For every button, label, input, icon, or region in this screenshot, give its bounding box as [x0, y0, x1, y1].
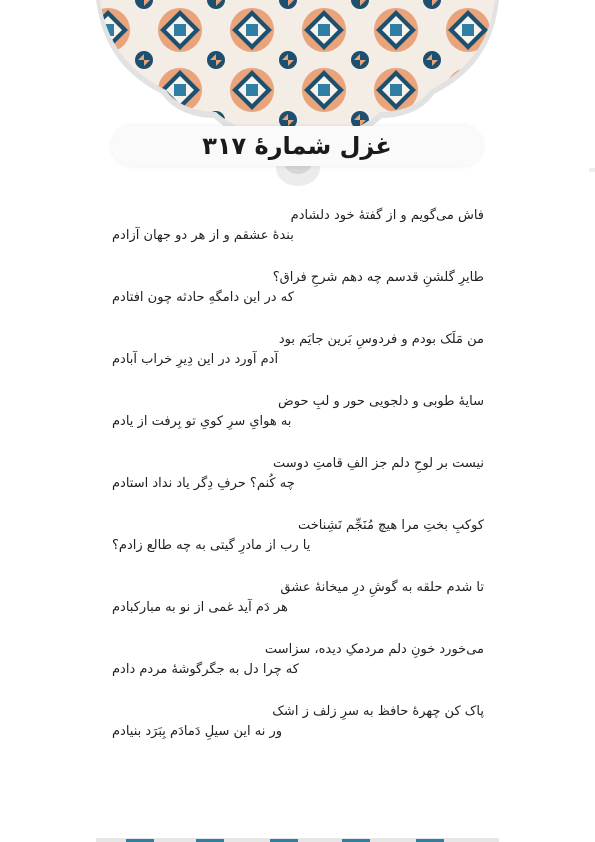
hemistich-first: تا شدم حلقه به گوشِ درِ میخانهٔ عشق: [280, 580, 484, 595]
hemistich-second: یا رب از مادرِ گیتی به چه طالع زادم؟: [112, 538, 311, 553]
hemistich-first: می‌خورد خونِ دلم مردمکِ دیده، سزاست: [264, 642, 484, 657]
page-edge-marker: [589, 168, 595, 172]
hemistich-first: من مَلَک بودم و فردوسِ بَرین جایَم بود: [278, 332, 484, 347]
hemistich-first: فاش می‌گویم و از گفتهٔ خود دلشادم: [290, 208, 484, 223]
hemistich-second: که در این دامگهِ حادثه چون افتادم: [112, 290, 294, 305]
poem-title: غزل شمارهٔ ۳۱۷: [202, 132, 392, 160]
hemistich-first: سایهٔ طوبی و دلجویی حور و لبِ حوض: [278, 394, 484, 409]
couplet: [112, 702, 484, 764]
hemistich-first: پاک کن چهرهٔ حافظ به سرِ زلف ز اشک: [272, 704, 484, 719]
couplet: [112, 516, 484, 578]
couplet: [112, 330, 484, 392]
hemistich-second: هر دَم آید غمی از نو به مبارکبادم: [112, 600, 288, 615]
hemistich-first: نیست بر لوحِ دلم جز الفِ قامتِ دوست: [273, 456, 484, 471]
couplet: [112, 268, 484, 330]
header-ornament: [0, 0, 595, 200]
hemistich-second: که چرا دل به جگرگوشهٔ مردم دادم: [112, 662, 299, 677]
couplet: [112, 206, 484, 268]
hemistich-second: ور نه این سیلِ دَمادَم بِبَرَد بنیادم: [112, 724, 283, 739]
couplet: [112, 392, 484, 454]
hemistich-second: به هوایِ سرِ کویِ تو بِرفت از یادم: [112, 414, 292, 429]
hemistich-first: طایرِ گلشنِ قدسم چه دهم شرحِ فراق؟: [272, 270, 484, 285]
hemistich-second: چه کُنم؟ حرفِ دِگر یاد نداد استادم: [112, 476, 295, 491]
footer-ornament: [0, 832, 595, 842]
hemistich-first: کوکبِ بختِ مرا هیچ مُنَجِّم نَشِناخت: [297, 518, 484, 533]
couplet: [112, 454, 484, 516]
couplet: [112, 640, 484, 702]
hemistich-second: بندهٔ عشقم و از هر دو جهان آزادم: [112, 228, 294, 243]
couplet: [112, 578, 484, 640]
hemistich-second: آدم آورد در این دِیرِ خراب آبادم: [112, 352, 279, 367]
poem-body: [112, 206, 484, 764]
